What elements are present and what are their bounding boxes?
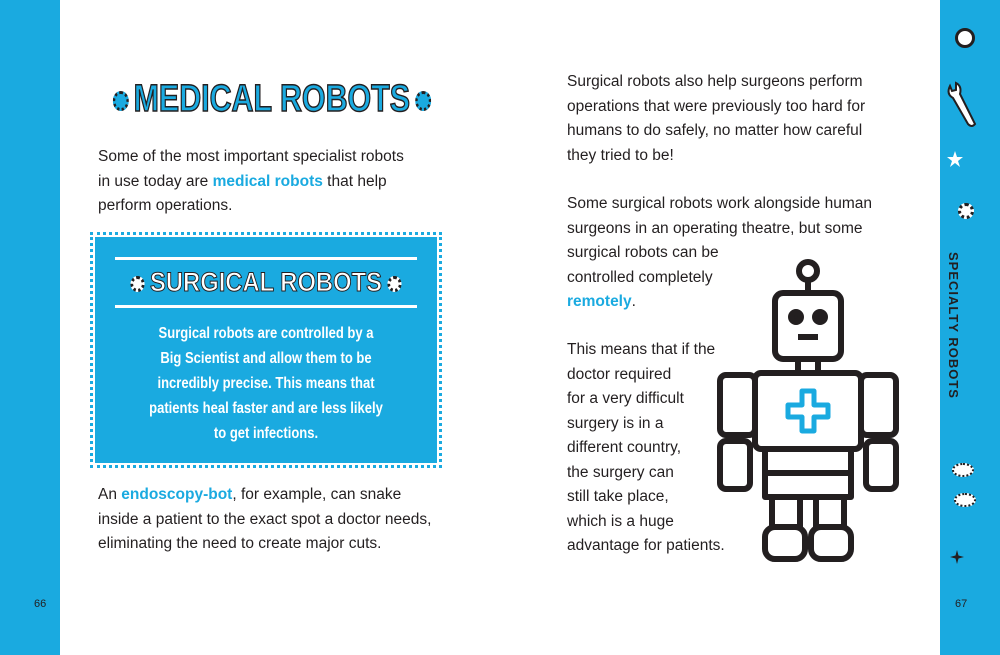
text: to get infections. bbox=[213, 425, 319, 442]
text: An bbox=[98, 486, 122, 503]
star-icon bbox=[950, 550, 964, 564]
wrench-icon bbox=[944, 80, 978, 130]
gear-icon bbox=[113, 91, 129, 111]
right-paragraph-1 bbox=[567, 70, 865, 168]
text: . bbox=[631, 293, 636, 310]
gear-icon bbox=[415, 91, 431, 111]
page-title bbox=[108, 76, 428, 122]
gear-icon bbox=[958, 203, 974, 219]
text: Surgical robots also help surgeons perform bbox=[567, 73, 863, 90]
text: Big Scientist and allow them to be bbox=[160, 350, 372, 367]
text: incredibly precise. This means that bbox=[157, 375, 375, 392]
text: Some surgical robots work alongside human bbox=[567, 195, 872, 212]
endoscopy-paragraph bbox=[98, 483, 431, 557]
page-number-right: 67 bbox=[955, 598, 968, 610]
left-margin-strip bbox=[0, 0, 60, 655]
divider bbox=[115, 257, 417, 260]
gear-icon bbox=[952, 463, 974, 477]
text: inside a patient to the exact spot a doctor needs, bbox=[98, 510, 432, 528]
text: the surgery can bbox=[567, 463, 674, 481]
text: perform operations. bbox=[98, 197, 233, 214]
section-label: SPECIALTY ROBOTS bbox=[946, 252, 961, 399]
gear-icon bbox=[387, 276, 401, 292]
box-title bbox=[98, 265, 434, 299]
right-paragraph-3 bbox=[567, 338, 725, 559]
text: doctor required bbox=[567, 365, 672, 383]
text: in use today are bbox=[98, 172, 213, 190]
text: that help bbox=[322, 172, 387, 190]
gear-icon bbox=[954, 493, 976, 507]
text: they tried to be! bbox=[567, 146, 674, 164]
text: still take place, bbox=[567, 488, 669, 505]
surgical-robots-box bbox=[95, 237, 437, 463]
text: for a very difficult bbox=[567, 390, 684, 407]
text: Surgical robots are controlled by a bbox=[158, 325, 374, 342]
text: eliminating the need to create major cuts. bbox=[98, 535, 382, 552]
text: surgical robots can be bbox=[567, 244, 719, 261]
highlight: medical robots bbox=[212, 172, 323, 190]
gear-icon bbox=[131, 276, 145, 292]
text: controlled completely bbox=[567, 268, 713, 286]
highlight: remotely bbox=[567, 293, 632, 310]
intro-paragraph bbox=[98, 145, 404, 219]
text: surgeons in an operating theatre, but some bbox=[567, 219, 863, 237]
text: different country, bbox=[567, 439, 682, 456]
text: operations that were previously too hard for bbox=[567, 97, 866, 115]
text: advantage for patients. bbox=[567, 537, 725, 554]
text: , for example, can snake bbox=[232, 486, 402, 503]
text: which is a huge bbox=[567, 512, 674, 530]
text: humans to do safely, no matter how careful bbox=[567, 122, 863, 139]
box-title-text: SURGICAL ROBOTS bbox=[150, 267, 382, 297]
text: Some of the most important specialist robots bbox=[98, 148, 404, 165]
page-number-left: 66 bbox=[34, 598, 47, 610]
highlight: endoscopy-bot bbox=[121, 486, 233, 503]
gear-icon bbox=[955, 28, 975, 48]
text: surgery is in a bbox=[567, 414, 664, 432]
robot-illustration bbox=[710, 255, 910, 565]
box-body bbox=[102, 321, 430, 446]
divider bbox=[115, 305, 417, 308]
star-icon bbox=[946, 150, 964, 168]
text: This means that if the bbox=[567, 341, 716, 358]
text: patients heal faster and are less likely bbox=[149, 400, 383, 417]
title-text: MEDICAL ROBOTS bbox=[133, 78, 411, 120]
